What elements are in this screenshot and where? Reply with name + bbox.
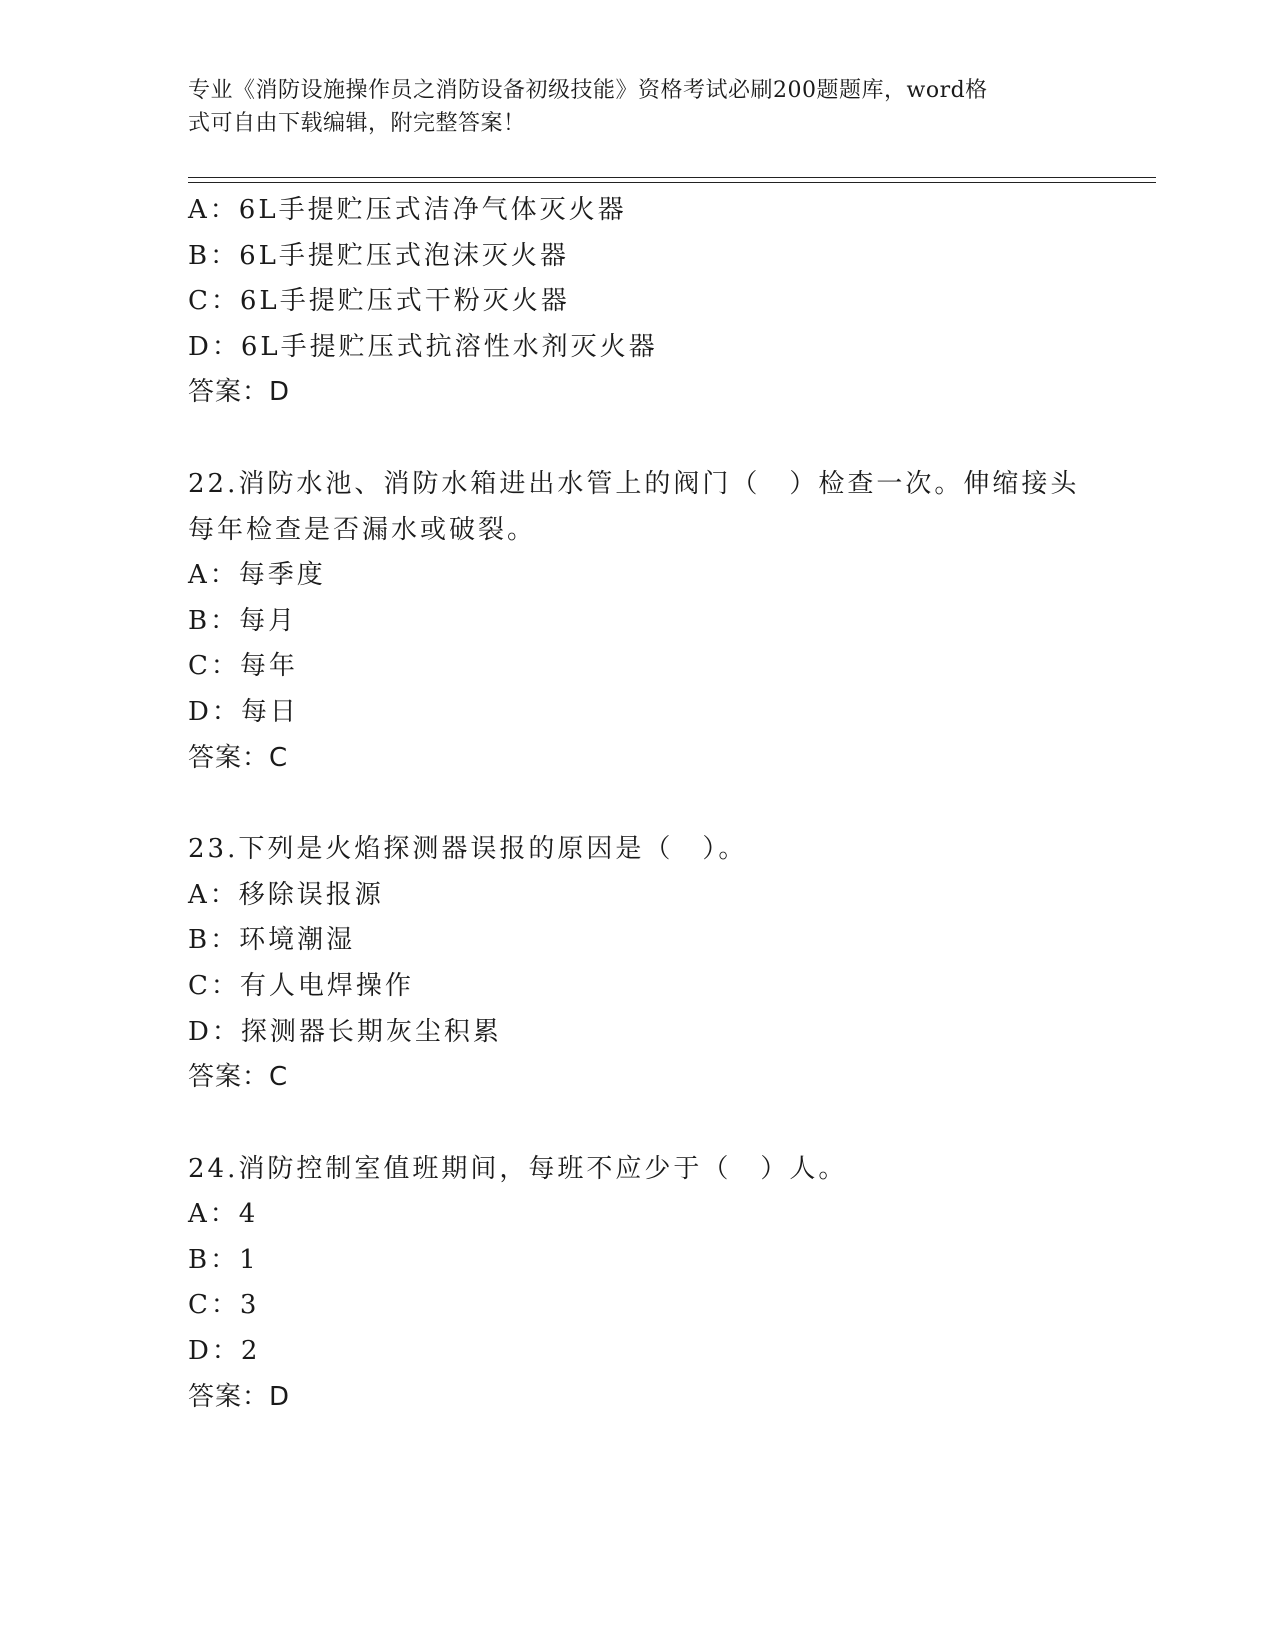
header-line-1: 专业《消防设施操作员之消防设备初级技能》资格考试必刷200题题库，word格: [188, 78, 988, 103]
header-divider-bottom: [188, 182, 1156, 183]
answer: 答案：C: [188, 742, 289, 773]
option-b: B：1: [188, 1244, 259, 1275]
question-23: [188, 827, 1088, 1101]
question-stem: 22.消防水池、消防水箱进出水管上的阀门（ ）检查一次。伸缩接头: [188, 468, 1080, 499]
spacer: [188, 416, 1088, 462]
option-a: A：移除误报源: [188, 879, 384, 910]
question-21: [188, 188, 1088, 416]
option-a: A：6L手提贮压式洁净气体灭火器: [188, 195, 627, 225]
option-b: B：环境潮湿: [188, 925, 356, 956]
option-c: C：6L手提贮压式干粉灭火器: [188, 286, 570, 317]
option-d: D：2: [188, 1336, 261, 1367]
question-stem-continued: 每年检查是否漏水或破裂。: [188, 514, 537, 545]
header-divider-top: [188, 177, 1156, 178]
spacer: [188, 1101, 1088, 1147]
option-d: D：探测器长期灰尘积累: [188, 1016, 502, 1047]
question-stem: 24.消防控制室值班期间，每班不应少于（ ）人。: [188, 1153, 848, 1184]
option-b: B：每月: [188, 605, 298, 636]
option-d: D：6L手提贮压式抗溶性水剂灭火器: [188, 331, 658, 362]
document-header: [188, 74, 1068, 140]
answer: 答案：D: [188, 377, 291, 408]
option-a: A：每季度: [188, 560, 326, 591]
question-stem: 23.下列是火焰探测器误报的原因是（ ）。: [188, 834, 748, 865]
answer: 答案：C: [188, 1062, 289, 1093]
question-list: [188, 188, 1088, 1420]
answer: 答案：D: [188, 1381, 291, 1412]
option-a: A：4: [188, 1199, 259, 1230]
question-24: [188, 1147, 1088, 1421]
spacer: [188, 781, 1088, 827]
question-22: [188, 462, 1088, 781]
option-c: C：有人电焊操作: [188, 970, 414, 1001]
option-b: B：6L手提贮压式泡沫灭火器: [188, 240, 569, 271]
option-d: D：每日: [188, 696, 299, 727]
option-c: C：3: [188, 1290, 260, 1321]
option-c: C：每年: [188, 651, 298, 682]
header-line-2: 式可自由下载编辑，附完整答案！: [188, 111, 526, 136]
